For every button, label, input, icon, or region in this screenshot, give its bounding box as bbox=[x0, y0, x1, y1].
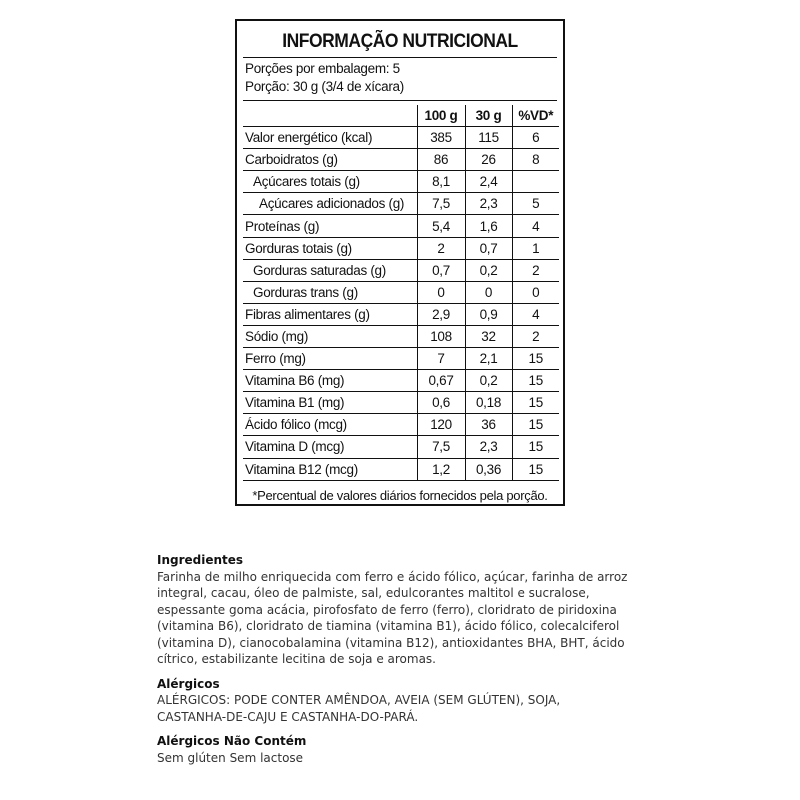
nutrient-name: Gorduras totais (g) bbox=[243, 237, 417, 259]
nutrition-row bbox=[243, 303, 559, 325]
value-daily-percent: 15 bbox=[512, 414, 559, 436]
ingredients-heading: Ingredientes bbox=[157, 553, 244, 567]
value-per-30g: 2,4 bbox=[465, 171, 512, 193]
column-header-vd: %VD* bbox=[512, 105, 559, 127]
value-per-100g: 7,5 bbox=[417, 436, 465, 458]
nutrition-row bbox=[243, 436, 559, 458]
nutrition-row bbox=[243, 325, 559, 347]
nutrient-name: Vitamina B12 (mcg) bbox=[243, 458, 417, 480]
value-per-30g: 32 bbox=[465, 325, 512, 347]
ingredients-line: (vitamina B6), cloridrato de tiamina (vitamina B1), ácido fólico, colecalciferol bbox=[157, 619, 620, 633]
allergens-section bbox=[157, 676, 647, 726]
ingredients-line: (vitamina D), cianocobalamina (vitamina B12), antioxidantes BHA, BHT, ácido bbox=[157, 635, 625, 650]
nutrition-row bbox=[243, 237, 559, 259]
ingredients-line: integral, cacau, óleo de palmiste, sal, edulcorantes maltitol e sucralose, bbox=[157, 586, 590, 600]
nutrition-row bbox=[243, 414, 559, 436]
value-daily-percent: 15 bbox=[512, 392, 559, 414]
value-per-30g: 2,3 bbox=[465, 436, 512, 458]
value-daily-percent: 0 bbox=[512, 281, 559, 303]
value-daily-percent: 15 bbox=[512, 436, 559, 458]
free-from-text: Sem glúten Sem lactose bbox=[157, 750, 304, 765]
value-per-100g: 1,2 bbox=[417, 458, 465, 480]
nutrition-row bbox=[243, 193, 559, 215]
allergens-line: ALÉRGICOS: PODE CONTER AMÊNDOA, AVEIA (SEM GLÚTEN), SOJA, bbox=[157, 693, 561, 707]
value-per-30g: 0,2 bbox=[465, 259, 512, 281]
value-daily-percent bbox=[512, 171, 559, 193]
nutrition-row bbox=[243, 149, 559, 171]
value-per-30g: 0 bbox=[465, 281, 512, 303]
value-per-30g: 0,7 bbox=[465, 237, 512, 259]
ingredients-line: cítrico, estabilizante lecitina de soja e aromas. bbox=[157, 652, 436, 666]
column-header-30g: 30 g bbox=[465, 105, 512, 127]
allergens-text bbox=[157, 692, 647, 725]
value-daily-percent: 2 bbox=[512, 325, 559, 347]
nutrition-row bbox=[243, 215, 559, 237]
value-per-100g: 120 bbox=[417, 414, 465, 436]
serving-size: Porção: 30 g (3/4 de xícara) bbox=[245, 79, 404, 94]
nutrient-name: Gorduras trans (g) bbox=[243, 281, 417, 303]
value-daily-percent: 2 bbox=[512, 259, 559, 281]
column-header-100g: 100 g bbox=[417, 105, 465, 127]
value-per-100g: 5,4 bbox=[417, 215, 465, 237]
value-per-30g: 0,9 bbox=[465, 303, 512, 325]
allergens-line: CASTANHA-DE-CAJU E CASTANHA-DO-PARÁ. bbox=[157, 709, 419, 724]
nutrition-row bbox=[243, 348, 559, 370]
nutrient-name: Vitamina B1 (mg) bbox=[243, 392, 417, 414]
value-daily-percent: 5 bbox=[512, 193, 559, 215]
nutrition-row bbox=[243, 171, 559, 193]
value-per-30g: 1,6 bbox=[465, 215, 512, 237]
value-per-100g: 108 bbox=[417, 325, 465, 347]
value-daily-percent: 15 bbox=[512, 348, 559, 370]
nutrition-row bbox=[243, 370, 559, 392]
value-per-100g: 0,67 bbox=[417, 370, 465, 392]
title-divider bbox=[243, 57, 557, 58]
nutrient-name: Açúcares totais (g) bbox=[243, 171, 417, 193]
nutrition-row bbox=[243, 392, 559, 414]
ingredients-text bbox=[157, 569, 647, 668]
value-per-30g: 0,36 bbox=[465, 458, 512, 480]
value-per-100g: 7 bbox=[417, 348, 465, 370]
value-daily-percent: 15 bbox=[512, 458, 559, 480]
value-per-100g: 2,9 bbox=[417, 303, 465, 325]
ingredients-line: Farinha de milho enriquecida com ferro e ácido fólico, açúcar, farinha de arroz bbox=[157, 569, 628, 584]
nutrient-name: Carboidratos (g) bbox=[243, 149, 417, 171]
nutrient-name: Vitamina B6 (mg) bbox=[243, 370, 417, 392]
value-per-100g: 7,5 bbox=[417, 193, 465, 215]
nutrition-table-body bbox=[243, 127, 559, 481]
value-per-30g: 0,18 bbox=[465, 392, 512, 414]
value-daily-percent: 15 bbox=[512, 370, 559, 392]
nutrition-row bbox=[243, 259, 559, 281]
nutrient-name: Vitamina D (mcg) bbox=[243, 436, 417, 458]
value-per-30g: 115 bbox=[465, 127, 512, 149]
nutrient-name: Ácido fólico (mcg) bbox=[243, 414, 417, 436]
nutrient-name: Ferro (mg) bbox=[243, 348, 417, 370]
value-per-30g: 26 bbox=[465, 149, 512, 171]
nutrient-name: Açúcares adicionados (g) bbox=[243, 193, 417, 215]
nutrient-name: Valor energético (kcal) bbox=[243, 127, 417, 149]
value-daily-percent: 4 bbox=[512, 215, 559, 237]
value-daily-percent: 6 bbox=[512, 127, 559, 149]
daily-value-footnote: *Percentual de valores diários fornecidos pela porção. bbox=[252, 488, 548, 503]
column-header-nutrient bbox=[243, 105, 417, 127]
value-per-100g: 385 bbox=[417, 127, 465, 149]
free-from-heading: Alérgicos Não Contém bbox=[157, 734, 307, 748]
servings-per-package: Porções por embalagem: 5 bbox=[245, 61, 400, 76]
value-per-100g: 0,6 bbox=[417, 392, 465, 414]
value-per-30g: 2,1 bbox=[465, 348, 512, 370]
product-info bbox=[157, 552, 647, 774]
value-per-100g: 86 bbox=[417, 149, 465, 171]
nutrition-title: INFORMAÇÃO NUTRICIONAL bbox=[282, 31, 518, 52]
free-from-section bbox=[157, 733, 647, 766]
value-per-30g: 2,3 bbox=[465, 193, 512, 215]
value-per-30g: 0,2 bbox=[465, 370, 512, 392]
nutrition-row bbox=[243, 458, 559, 480]
value-daily-percent: 1 bbox=[512, 237, 559, 259]
serving-divider bbox=[243, 100, 557, 101]
value-per-100g: 8,1 bbox=[417, 171, 465, 193]
value-per-100g: 0 bbox=[417, 281, 465, 303]
nutrient-name: Gorduras saturadas (g) bbox=[243, 259, 417, 281]
nutrition-facts-panel bbox=[235, 19, 565, 506]
nutrition-table-header bbox=[243, 105, 559, 127]
value-per-30g: 36 bbox=[465, 414, 512, 436]
ingredients-section bbox=[157, 552, 647, 668]
value-per-100g: 2 bbox=[417, 237, 465, 259]
nutrient-name: Proteínas (g) bbox=[243, 215, 417, 237]
nutrient-name: Sódio (mg) bbox=[243, 325, 417, 347]
nutrition-table bbox=[243, 105, 559, 481]
nutrition-row bbox=[243, 281, 559, 303]
nutrient-name: Fibras alimentares (g) bbox=[243, 303, 417, 325]
value-daily-percent: 8 bbox=[512, 149, 559, 171]
nutrition-row bbox=[243, 127, 559, 149]
value-per-100g: 0,7 bbox=[417, 259, 465, 281]
value-daily-percent: 4 bbox=[512, 303, 559, 325]
ingredients-line: espessante goma acácia, pirofosfato de ferro (ferro), cloridrato de piridoxina bbox=[157, 602, 617, 617]
allergens-heading: Alérgicos bbox=[157, 676, 220, 691]
